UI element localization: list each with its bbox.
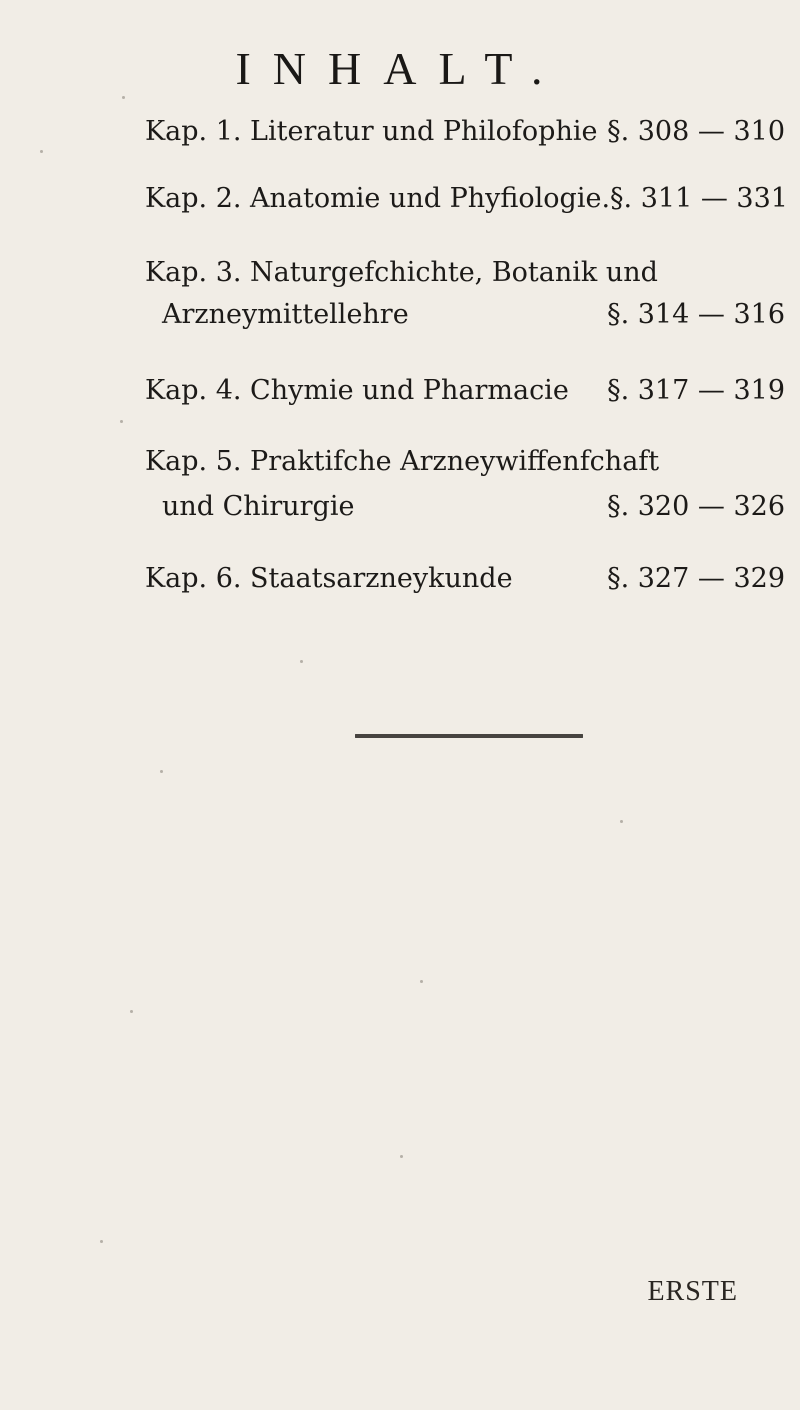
toc-entry-pages: §. 311 — 331 bbox=[610, 183, 788, 214]
paper-speck bbox=[300, 660, 303, 663]
paper-speck bbox=[420, 980, 423, 983]
toc-entry-1 bbox=[145, 116, 785, 147]
toc-entry-label: Kap. 6. Staatsarzneykunde bbox=[145, 563, 513, 594]
toc-entry-label: Kap. 4. Chymie und Pharmacie bbox=[145, 375, 569, 406]
paper-speck bbox=[100, 1240, 103, 1243]
toc-entry-label: Kap. 1. Literatur und Philofophie bbox=[145, 116, 598, 147]
paper-speck bbox=[120, 420, 123, 423]
toc-entry-label: und Chirurgie bbox=[162, 491, 355, 522]
toc-entry-3-line1: Kap. 3. Naturgefchichte, Botanik und bbox=[145, 257, 658, 288]
page-title: INHALT. bbox=[235, 43, 565, 94]
toc-entry-pages: §. 308 — 310 bbox=[607, 116, 785, 147]
paper-speck bbox=[620, 820, 623, 823]
toc-entry-label: Arzneymittellehre bbox=[162, 299, 409, 330]
toc-entry-pages: §. 317 — 319 bbox=[607, 375, 785, 406]
toc-entry-label: Kap. 2. Anatomie und Phyfiologie. bbox=[145, 183, 611, 214]
toc-entry-4 bbox=[145, 375, 785, 406]
toc-entry-5 bbox=[162, 491, 785, 522]
paper-speck bbox=[160, 770, 163, 773]
toc-entry-6 bbox=[145, 563, 785, 594]
paper-speck bbox=[122, 96, 125, 99]
paper-speck bbox=[40, 150, 43, 153]
ornamental-rule bbox=[355, 733, 583, 739]
toc-entry-2 bbox=[145, 183, 788, 214]
catchword: ERSTE bbox=[647, 1276, 738, 1307]
paper-speck bbox=[400, 1155, 403, 1158]
toc-entry-3 bbox=[162, 299, 785, 330]
toc-entry-pages: §. 327 — 329 bbox=[607, 563, 785, 594]
toc-entry-pages: §. 320 — 326 bbox=[607, 491, 785, 522]
paper-speck bbox=[130, 1010, 133, 1013]
toc-entry-pages: §. 314 — 316 bbox=[607, 299, 785, 330]
toc-entry-5-line1: Kap. 5. Praktifche Arzneywiffenfchaft bbox=[145, 446, 660, 477]
